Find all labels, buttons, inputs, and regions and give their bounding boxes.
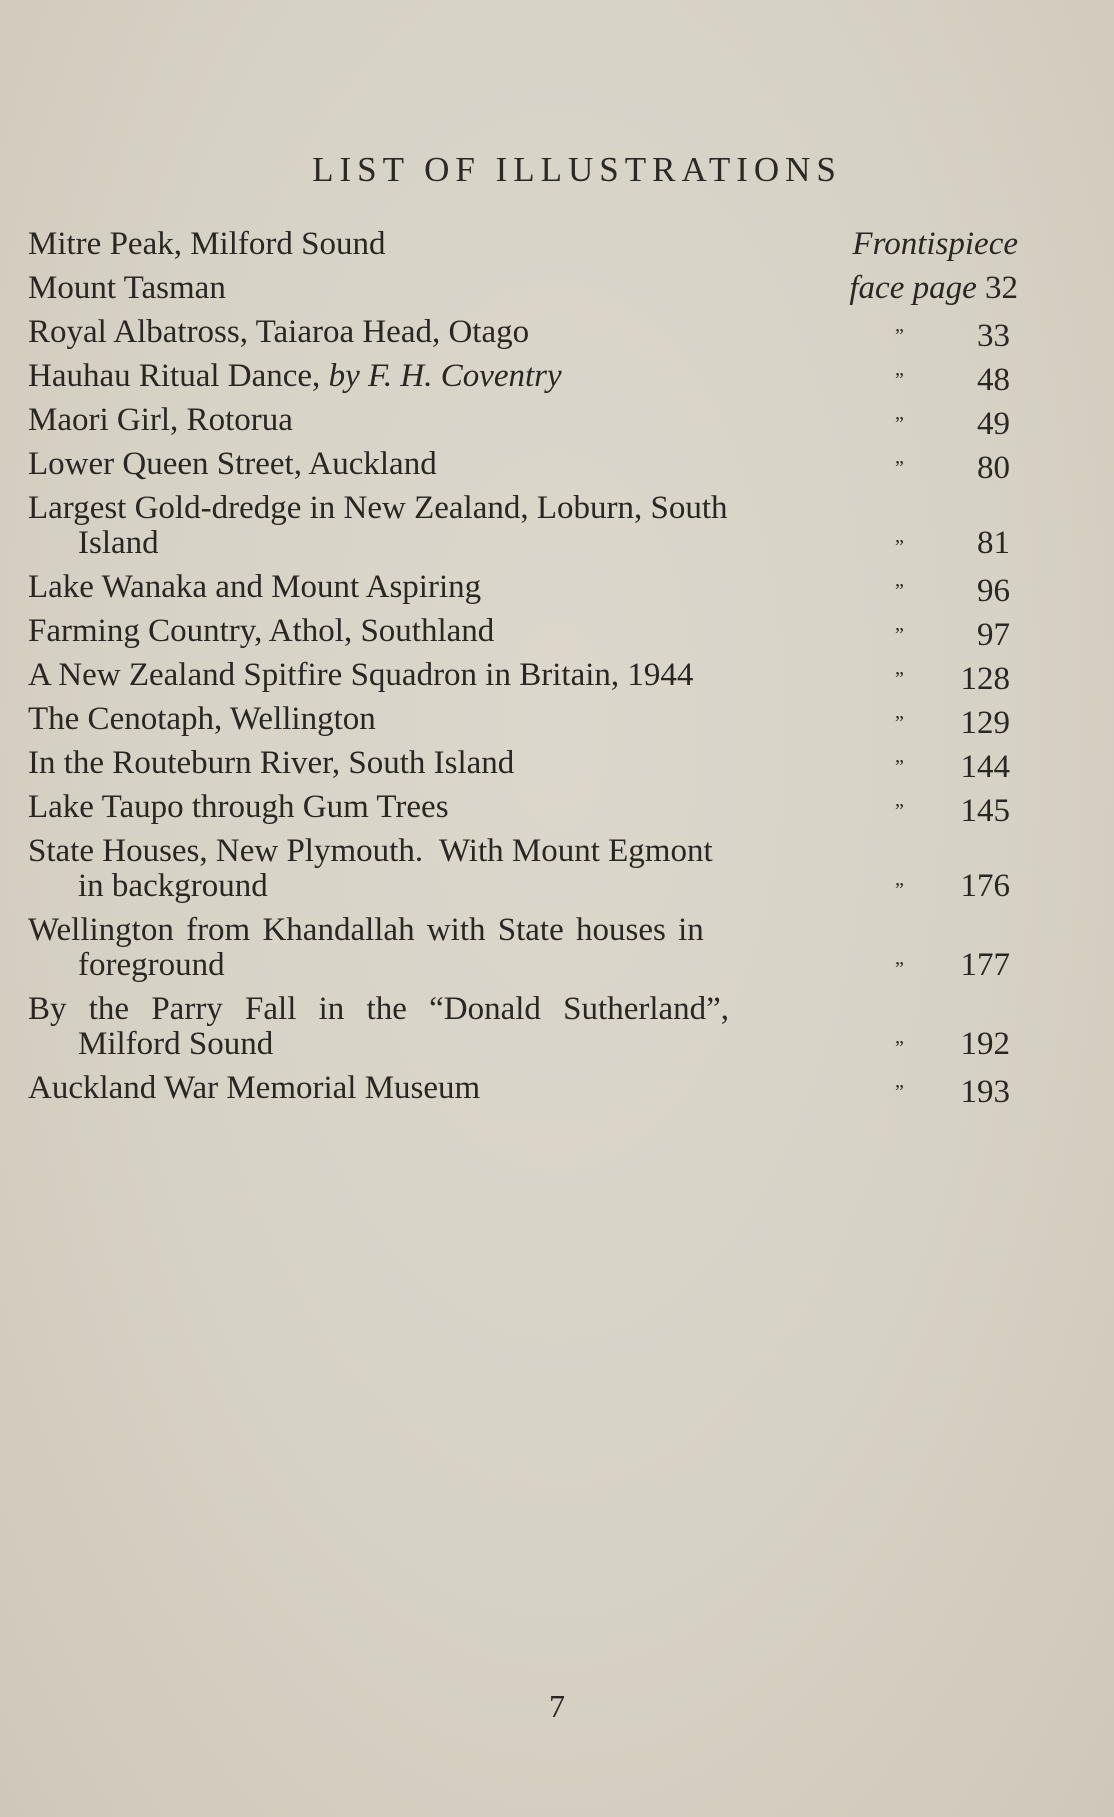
entry-title: Farming Country, Athol, Southland [28,613,495,649]
entry-title: Mitre Peak, Milford Sound [28,226,386,262]
entry-title: Auckland War Memorial Museum [28,1070,481,1106]
ditto-mark: ” [895,1037,905,1059]
entry-title: In the Routeburn River, South Island [28,745,515,781]
entry-credit: by F. H. Coventry [328,358,562,394]
ditto-mark: ” [895,624,905,646]
ditto-mark: ” [895,457,905,479]
list-item [28,987,1028,1066]
ditto-mark: ” [895,580,905,602]
entry-page-number: 96 [977,573,1010,609]
entry-title: By the Parry Fall in the “Donald Sutherland”, [28,991,730,1027]
list-item [28,565,1028,609]
ditto-mark: ” [895,369,905,391]
list-item [28,908,1028,987]
list-item [28,653,1028,697]
entry-page-number: 145 [960,793,1010,829]
entry-page-number: 176 [960,868,1010,904]
entry-page-number: 144 [960,749,1010,785]
entry-title: Wellington from Khandallah with State houses in [28,912,704,948]
ditto-mark: ” [895,413,905,435]
entry-reference [849,266,1018,310]
list-item [28,609,1028,653]
ditto-mark: ” [895,712,905,734]
ditto-mark: ” [895,756,905,778]
list-item [28,354,1028,398]
entry-page-number: 177 [960,947,1010,983]
ditto-mark: ” [895,668,905,690]
entry-title-continued: foreground [78,947,225,983]
entry-page-number: 192 [960,1026,1010,1062]
ditto-mark: ” [895,1081,905,1103]
list-item [28,266,1028,310]
entry-title: Lake Wanaka and Mount Aspiring [28,569,482,605]
list-item [28,398,1028,442]
list-item [28,829,1028,908]
list-item [28,442,1028,486]
ditto-mark: ” [895,800,905,822]
entry-title: A New Zealand Spitfire Squadron in Britain, 1944 [28,657,694,693]
page-number: 7 [549,1688,565,1724]
entry-reference: Frontispiece [852,226,1018,262]
entry-page-number: 129 [960,705,1010,741]
list-item [28,1066,1028,1110]
entry-title: Maori Girl, Rotorua [28,402,293,438]
list-item [28,310,1028,354]
list-item [28,785,1028,829]
illustrations-list [28,222,1028,1110]
list-item [28,486,1028,565]
list-item [28,697,1028,741]
entry-title: Royal Albatross, Taiaroa Head, Otago [28,314,530,350]
entry-page-number: 97 [977,617,1010,653]
entry-title: Lake Taupo through Gum Trees [28,789,449,825]
ditto-mark: ” [895,325,905,347]
entry-title: Mount Tasman [28,270,226,306]
entry-title: The Cenotaph, Wellington [28,701,376,737]
entry-page-number: 128 [960,661,1010,697]
face-page-label: face page [849,270,977,306]
entry-title-continued: Island [78,525,159,561]
entry-page-number: 193 [960,1074,1010,1110]
page-title: LIST OF ILLUSTRATIONS [312,150,842,189]
entry-title: Lower Queen Street, Auckland [28,446,437,482]
entry-page-number: 49 [977,406,1010,442]
entry-title-main: Hauhau Ritual Dance, [28,358,329,394]
entry-page-number: 81 [977,525,1010,561]
entry-page-number: 32 [985,270,1018,306]
entry-title-continued: Milford Sound [78,1026,274,1062]
entry-title-continued: in background [78,868,268,904]
entry-page-number: 33 [977,318,1010,354]
ditto-mark: ” [895,958,905,980]
entry-title [28,354,828,398]
entry-title: State Houses, New Plymouth. With Mount Egmont [28,833,713,869]
ditto-mark: ” [895,536,905,558]
list-item [28,741,1028,785]
ditto-mark: ” [895,879,905,901]
list-item [28,222,1028,266]
entry-title: Largest Gold-dredge in New Zealand, Loburn, South [28,490,728,526]
entry-page-number: 48 [977,362,1010,398]
entry-page-number: 80 [977,450,1010,486]
